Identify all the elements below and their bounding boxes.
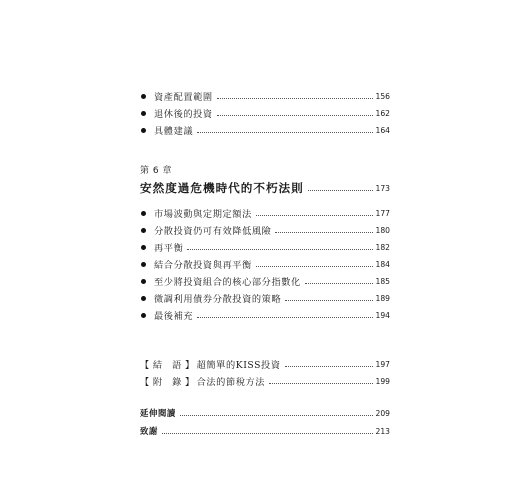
dot-leader — [285, 300, 372, 301]
dot-leader — [275, 232, 372, 233]
toc-entry[interactable] — [140, 88, 390, 104]
entry-title: 分散投資仍可有效降低風險 — [154, 226, 272, 237]
dot-leader — [197, 132, 372, 133]
entry-title: 具體建議 — [154, 126, 194, 137]
entry-title: 市場波動與定期定額法 — [154, 209, 252, 220]
dot-leader — [187, 249, 372, 250]
bullet-icon — [141, 262, 146, 267]
toc-entry[interactable] — [140, 256, 390, 272]
page-number: 177 — [375, 208, 390, 218]
toc-entry[interactable] — [140, 205, 390, 221]
toc-entry[interactable] — [140, 222, 390, 238]
page-number: 213 — [375, 426, 390, 436]
entry-title: 資產配置範圍 — [154, 92, 213, 103]
toc-entry[interactable] — [140, 273, 390, 289]
dot-leader — [197, 317, 372, 318]
dot-leader — [305, 283, 373, 284]
page-number: 199 — [375, 376, 390, 386]
page-number: 173 — [375, 183, 390, 193]
dot-leader — [217, 98, 373, 99]
dot-leader — [256, 215, 373, 216]
dot-leader — [180, 415, 373, 416]
page-number: 197 — [375, 359, 390, 369]
page-number: 164 — [375, 125, 390, 135]
chapter-number: 第 6 章 — [140, 166, 172, 176]
toc-entry[interactable] — [140, 290, 390, 306]
page-number: 184 — [375, 259, 390, 269]
entry-title: 再平衡 — [154, 243, 184, 254]
entry-title: 最後補充 — [154, 311, 194, 322]
page-number: 156 — [375, 91, 390, 101]
toc-entry-further-reading[interactable] — [140, 405, 390, 421]
entry-title: 退休後的投資 — [154, 109, 213, 120]
page-number: 180 — [375, 225, 390, 235]
dot-leader — [308, 190, 373, 191]
bullet-icon — [141, 279, 146, 284]
page-number: 209 — [375, 408, 390, 418]
toc-entry-conclusion[interactable] — [140, 356, 390, 372]
entry-title: 合法的節稅方法 — [196, 377, 266, 388]
dot-leader — [256, 266, 373, 267]
dot-leader — [285, 366, 373, 367]
section-tag: 【 附 錄 】 — [140, 377, 195, 388]
entry-title: 至少將投資組合的核心部分指數化 — [154, 277, 301, 288]
chapter-title-entry[interactable] — [140, 180, 390, 196]
bullet-icon — [141, 245, 146, 250]
bullet-icon — [141, 128, 146, 133]
entry-title: 超簡單的KISS投資 — [196, 360, 281, 371]
page-number: 182 — [375, 242, 390, 252]
toc-entry[interactable] — [140, 105, 390, 121]
bullet-icon — [141, 94, 146, 99]
bullet-icon — [141, 313, 146, 318]
section-tag: 【 結 語 】 — [140, 360, 195, 371]
entry-title: 結合分散投資與再平衡 — [154, 260, 252, 271]
dot-leader — [217, 115, 373, 116]
chapter-title: 安然度過危機時代的不朽法則 — [140, 181, 304, 195]
bullet-icon — [141, 111, 146, 116]
dot-leader — [269, 383, 372, 384]
bullet-icon — [141, 211, 146, 216]
toc-entry-acknowledgements[interactable] — [140, 423, 390, 439]
dot-leader — [162, 433, 373, 434]
page-number: 185 — [375, 276, 390, 286]
toc-entry[interactable] — [140, 122, 390, 138]
entry-title: 延伸閱讀 — [140, 408, 176, 418]
toc-entry[interactable] — [140, 239, 390, 255]
page-number: 162 — [375, 108, 390, 118]
bullet-icon — [141, 228, 146, 233]
entry-title: 微調利用債券分散投資的策略 — [154, 294, 282, 305]
entry-title: 致謝 — [140, 426, 158, 436]
page-number: 189 — [375, 293, 390, 303]
bullet-icon — [141, 296, 146, 301]
page-number: 194 — [375, 310, 390, 320]
toc-entry[interactable] — [140, 307, 390, 323]
toc-entry-appendix[interactable] — [140, 373, 390, 389]
